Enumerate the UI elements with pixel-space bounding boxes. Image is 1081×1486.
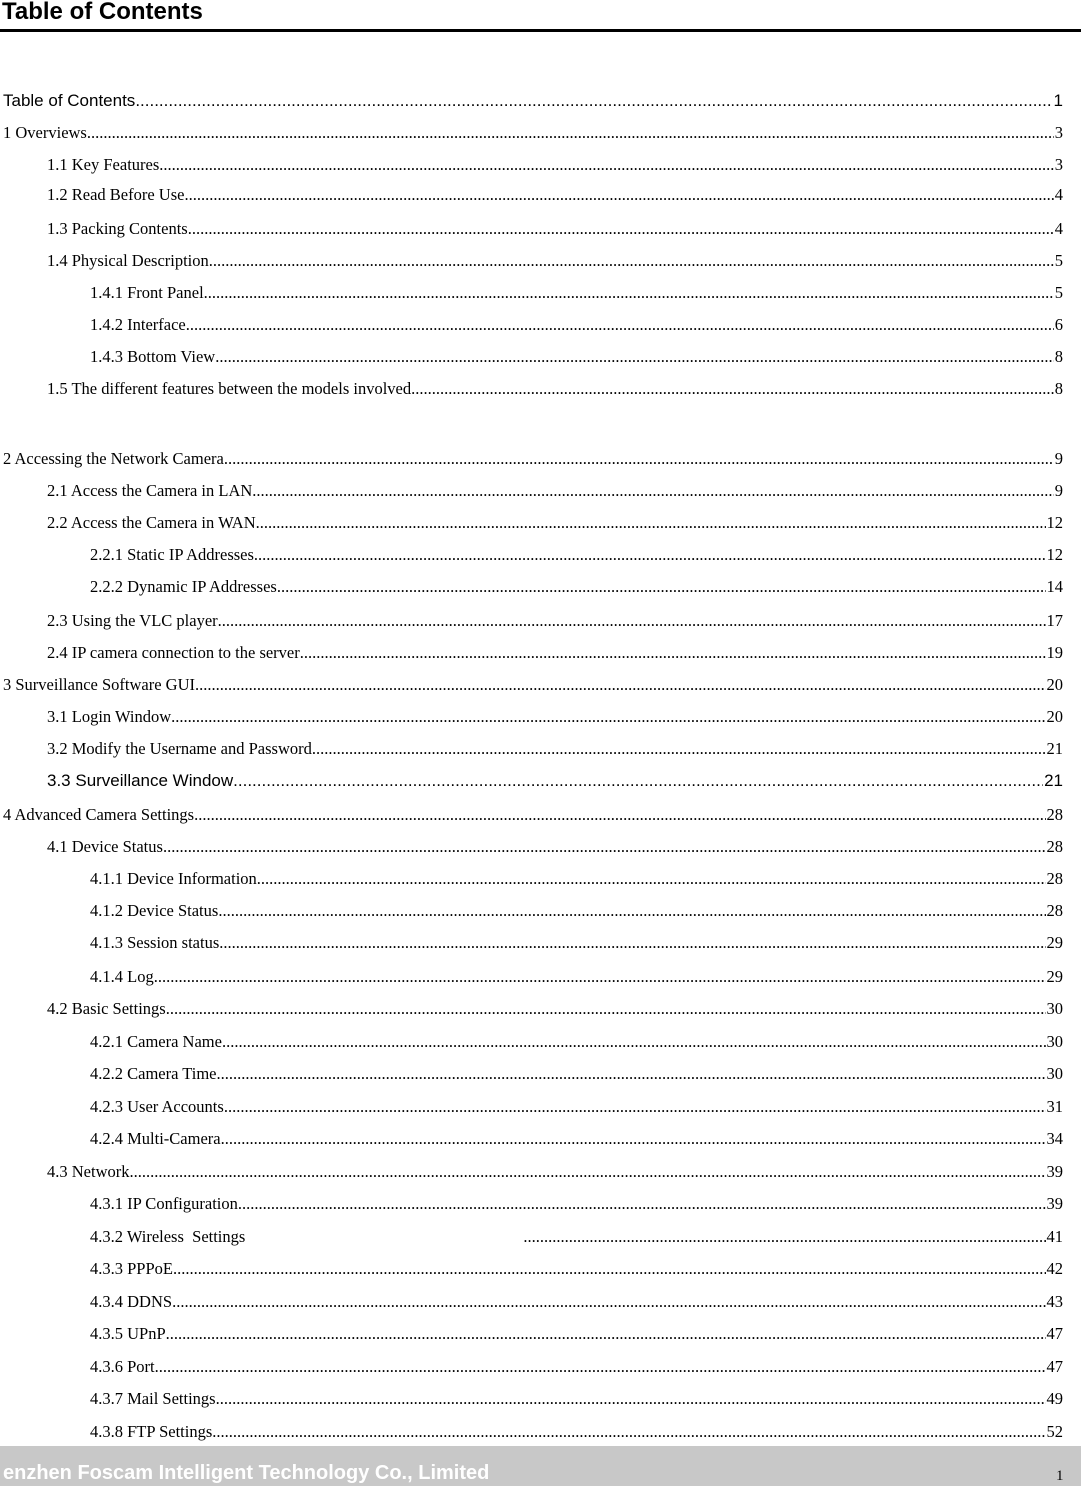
toc-entry-page: 30 [1046,1064,1063,1083]
toc-entry-page: 29 [1046,933,1063,952]
toc-entry-label: 1.1 Key Features [47,155,160,174]
toc-entry-page: 52 [1046,1422,1063,1441]
toc-entry-label: 4.1.3 Session status [90,933,220,952]
toc-leader-dots [238,1193,1046,1215]
toc-entry-page: 30 [1046,1032,1063,1051]
toc-entry-label: 4.2.2 Camera Time [90,1064,217,1083]
toc-entry-page: 19 [1046,643,1063,662]
toc-entry[interactable] [3,122,1063,144]
toc-entry-page: 34 [1046,1129,1063,1148]
toc-entry-page: 12 [1046,545,1063,564]
toc-leader-dots [135,90,1052,112]
toc-entry[interactable] [90,1258,1063,1280]
toc-entry-label: 1 Overviews [3,123,87,142]
toc-entry-page: 41 [1046,1227,1063,1246]
toc-entry-page: 29 [1046,967,1063,986]
toc-entry[interactable] [3,90,1063,112]
toc-entry[interactable] [90,900,1063,922]
toc-leader-dots [257,868,1046,890]
toc-entry[interactable] [90,1063,1063,1085]
toc-entry[interactable] [47,378,1063,400]
toc-entry[interactable] [47,1161,1063,1183]
toc-entry-label: 4.2.1 Camera Name [90,1032,222,1051]
toc-leader-dots [166,998,1046,1020]
toc-entry[interactable] [90,346,1063,368]
toc-leader-dots [172,1291,1045,1313]
toc-leader-dots [204,282,1054,304]
toc-leader-dots [216,1388,1046,1410]
toc-entry[interactable] [90,1128,1063,1150]
toc-entry-label: 2 Accessing the Network Camera [3,449,224,468]
toc-entry[interactable] [90,544,1063,566]
toc-entry-page: 43 [1046,1292,1063,1311]
toc-leader-dots [194,804,1045,826]
toc-entry-label: 4.2.3 User Accounts [90,1097,224,1116]
toc-entry-label: 3.3 Surveillance Window [47,771,234,790]
toc-entry-page: 20 [1046,707,1063,726]
toc-entry-label: 4.2 Basic Settings [47,999,166,1018]
toc-entry[interactable] [47,184,1063,206]
toc-entry[interactable] [47,250,1063,272]
toc-leader-dots [254,544,1046,566]
toc-entry-page: 39 [1046,1162,1063,1181]
toc-entry[interactable] [47,218,1063,240]
footer-page-number: 1 [1056,1468,1064,1484]
toc-entry-label: Table of Contents [3,91,136,110]
toc-leader-dots [155,1356,1046,1378]
toc-entry-label: 3.2 Modify the Username and Password [47,739,312,758]
toc-leader-dots [129,1161,1045,1183]
toc-entry-label: 1.3 Packing Contents [47,219,188,238]
toc-leader-dots [154,966,1046,988]
toc-entry-label: 1.4.3 Bottom View [90,347,216,366]
toc-entry-label: 4.3.6 Port [90,1357,155,1376]
toc-entry-label: 4.3.2 Wireless Settings [90,1227,246,1246]
toc-leader-dots [218,900,1045,922]
toc-entry[interactable] [90,1096,1063,1118]
toc-leader-dots [186,314,1054,336]
toc-entry[interactable] [90,966,1063,988]
toc-entry-label: 4.1.2 Device Status [90,901,219,920]
toc-entry-label: 4.1.1 Device Information [90,869,257,888]
toc-entry[interactable] [47,836,1063,858]
toc-entry-label: 2.3 Using the VLC player [47,611,218,630]
toc-entry-page: 47 [1046,1357,1063,1376]
toc-entry[interactable] [90,932,1063,954]
toc-entry-page: 21 [1044,771,1063,790]
toc-leader-dots [312,738,1046,760]
toc-leader-dots [219,932,1045,954]
toc-leader-dots [523,1226,1045,1248]
toc-entry[interactable] [90,1323,1063,1345]
toc-entry[interactable] [90,1193,1063,1215]
toc-leader-dots [221,1128,1046,1150]
toc-leader-dots [277,576,1046,598]
toc-entry-page: 17 [1046,611,1063,630]
toc-leader-dots [222,1031,1046,1053]
toc-entry-label: 2.1 Access the Camera in LAN [47,481,253,500]
toc-entry[interactable] [47,480,1063,502]
toc-entry-label: 4.3.1 IP Configuration [90,1194,238,1213]
toc-leader-dots [87,122,1054,144]
toc-entry-label: 4.3 Network [47,1162,130,1181]
toc-entry-label: 1.4 Physical Description [47,251,209,270]
toc-entry-label: 4 Advanced Camera Settings [3,805,195,824]
toc-entry[interactable] [47,770,1063,792]
toc-entry[interactable] [47,706,1063,728]
toc-entry[interactable] [90,314,1063,336]
toc-entry[interactable] [47,738,1063,760]
toc-entry-page: 20 [1046,675,1063,694]
toc-entry-page: 9 [1054,449,1063,468]
toc-entry-page: 47 [1046,1324,1063,1343]
toc-leader-dots [173,1258,1046,1280]
toc-leader-dots [215,346,1054,368]
toc-entry-page: 3 [1054,123,1063,142]
toc-entry[interactable] [90,576,1063,598]
toc-entry[interactable] [47,998,1063,1020]
toc-entry-label: 1.4.2 Interface [90,315,186,334]
toc-leader-dots [252,480,1053,502]
toc-entry-label: 4.3.5 UPnP [90,1324,166,1343]
toc-entry-page: 3 [1054,155,1063,174]
toc-entry-page: 8 [1054,347,1063,366]
toc-entry[interactable] [47,610,1063,632]
toc-entry-page: 28 [1046,901,1063,920]
toc-entry-label: 4.1 Device Status [47,837,163,856]
toc-leader-dots [411,378,1054,400]
toc-leader-dots [256,512,1046,534]
toc-entry-page: 1 [1053,91,1063,110]
toc-entry-label: 3.1 Login Window [47,707,172,726]
toc-entry[interactable] [90,1356,1063,1378]
toc-leader-dots [233,770,1043,792]
toc-leader-dots [184,184,1053,206]
toc-leader-dots [300,642,1046,664]
toc-entry[interactable] [90,1388,1063,1410]
title-divider [0,29,1081,32]
footer-company-name: enzhen Foscam Intelligent Technology Co., Limited [3,1462,490,1484]
toc-entry-page: 28 [1046,837,1063,856]
toc-entry-page: 4 [1054,219,1063,238]
toc-entry-page: 31 [1046,1097,1063,1116]
toc-entry-page: 39 [1046,1194,1063,1213]
toc-entry-label: 4.2.4 Multi-Camera [90,1129,221,1148]
toc-leader-dots [224,448,1054,470]
toc-entry[interactable] [3,448,1063,470]
toc-entry[interactable] [90,868,1063,890]
toc-entry-page: 4 [1054,185,1063,204]
toc-entry-label: 4.3.3 PPPoE [90,1259,173,1278]
toc-entry-label: 4.3.7 Mail Settings [90,1389,216,1408]
toc-leader-dots [163,836,1046,858]
toc-entry[interactable] [90,1291,1063,1313]
toc-leader-dots [159,154,1053,176]
toc-entry-label: 4.3.4 DDNS [90,1292,173,1311]
toc-entry-page: 5 [1054,283,1063,302]
toc-leader-dots [218,610,1046,632]
toc-entry[interactable] [90,282,1063,304]
toc-entry-label: 1.2 Read Before Use [47,185,185,204]
toc-entry-label: 2.2 Access the Camera in WAN [47,513,256,532]
toc-entry[interactable] [90,1031,1063,1053]
page-title: Table of Contents [2,0,203,25]
toc-entry[interactable] [90,1226,1063,1248]
toc-entry-label: 4.3.8 FTP Settings [90,1422,213,1441]
toc-entry-label: 2.2.1 Static IP Addresses [90,545,254,564]
toc-entry-label: 2.4 IP camera connection to the server [47,643,300,662]
toc-entry-label: 1.4.1 Front Panel [90,283,204,302]
toc-leader-dots [224,1096,1046,1118]
toc-entry-page: 14 [1046,577,1063,596]
toc-entry-page: 28 [1046,805,1063,824]
toc-entry-page: 9 [1054,481,1063,500]
toc-entry[interactable] [47,642,1063,664]
toc-entry[interactable] [3,804,1063,826]
toc-leader-dots [188,218,1054,240]
toc-entry[interactable] [3,674,1063,696]
toc-entry[interactable] [47,154,1063,176]
toc-entry-label: 3 Surveillance Software GUI [3,675,195,694]
toc-leader-dots [166,1323,1046,1345]
toc-entry[interactable] [90,1421,1063,1443]
toc-entry-page: 42 [1046,1259,1063,1278]
toc-entry-page: 30 [1046,999,1063,1018]
toc-entry-page: 8 [1054,379,1063,398]
toc-leader-dots [171,706,1045,728]
toc-leader-dots [209,250,1054,272]
toc-entry-page: 21 [1046,739,1063,758]
toc-entry[interactable] [47,512,1063,534]
toc-entry-label: 1.5 The different features between the models involved [47,379,412,398]
toc-entry-page: 5 [1054,251,1063,270]
toc-entry-page: 12 [1046,513,1063,532]
toc-leader-dots [195,674,1046,696]
toc-entry-page: 6 [1054,315,1063,334]
toc-leader-dots [212,1421,1045,1443]
toc-entry-page: 28 [1046,869,1063,888]
toc-entry-label: 4.1.4 Log [90,967,154,986]
toc-entry-page: 49 [1046,1389,1063,1408]
toc-entry-label: 2.2.2 Dynamic IP Addresses [90,577,277,596]
toc-leader-dots [217,1063,1046,1085]
